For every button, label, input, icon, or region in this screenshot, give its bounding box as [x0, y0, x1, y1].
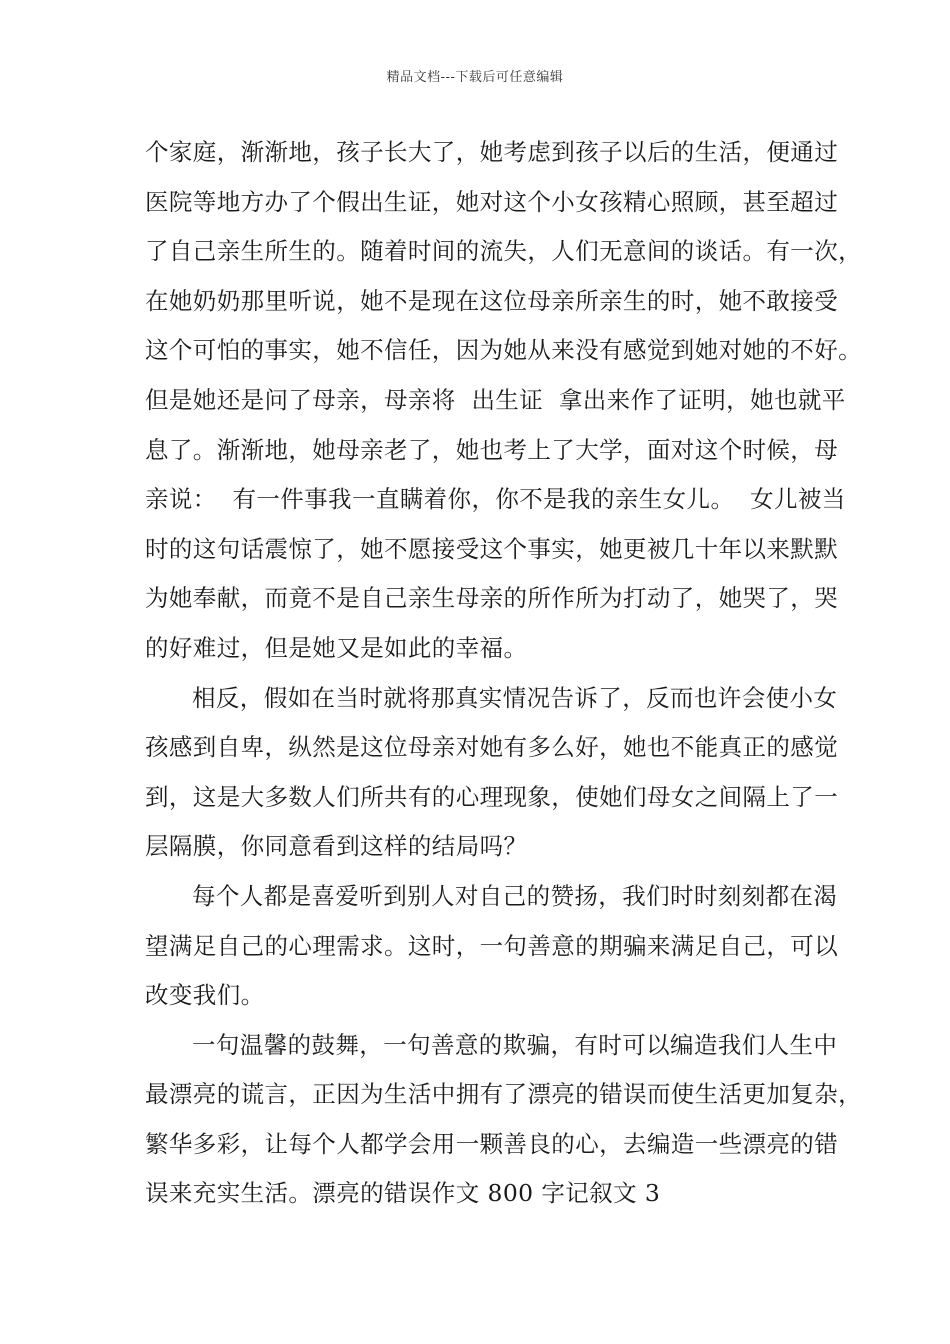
text-line: 医院等地方办了个假出生证，她对这个小女孩精心照顾，甚至超过	[145, 187, 839, 216]
text-line: 但是她还是问了母亲，母亲将 出生证 拿出来作了证明，她也就平	[145, 385, 846, 414]
text-line: 在她奶奶那里听说，她不是现在这位母亲所亲生的时，她不敢接受	[145, 286, 839, 315]
text-line: 最漂亮的谎言，正因为生活中拥有了漂亮的错误而使生活更加复杂，	[145, 1080, 862, 1109]
text-line: 了自己亲生所生的。随着时间的流失，人们无意间的谈话。有一次，	[145, 237, 862, 266]
body-text	[145, 128, 862, 1219]
text-line: 层隔膜，你同意看到这样的结局吗？	[145, 832, 528, 861]
text-line: 繁华多彩，让每个人都学会用一颗善良的心，去编造一些漂亮的错	[145, 1129, 839, 1158]
text-line: 时的这句话震惊了，她不愿接受这个事实，她更被几十年以来默默	[145, 534, 839, 563]
text-line: 的好难过，但是她又是如此的幸福。	[145, 633, 528, 662]
paragraph-start-line: 一句温馨的鼓舞，一句善意的欺骗，有时可以编造我们人生中	[192, 1030, 838, 1059]
text-line: 这个可怕的事实，她不信任，因为她从来没有感觉到她对她的不好。	[145, 336, 862, 365]
text-line: 误来充实生活。漂亮的错误作文 800 字记叙文 3	[145, 1179, 661, 1208]
text-line: 亲说： 有一件事我一直瞒着你，你不是我的亲生女儿。 女儿被当	[145, 485, 846, 514]
text-line: 改变我们。	[145, 981, 265, 1010]
text-line: 息了。渐渐地，她母亲老了，她也考上了大学，面对这个时候，母	[145, 435, 839, 464]
text-line: 望满足自己的心理需求。这时，一句善意的期骗来满足自己，可以	[145, 931, 839, 960]
paragraph-start-line: 每个人都是喜爱听到别人对自己的赞扬，我们时时刻刻都在渴	[192, 881, 838, 910]
text-line: 个家庭，渐渐地，孩子长大了，她考虑到孩子以后的生活，便通过	[145, 138, 839, 166]
text-line: 到，这是大多数人们所共有的心理现象，使她们母女之间隔上了一	[145, 782, 839, 811]
text-line: 为她奉献，而竟不是自己亲生母亲的所作所为打动了，她哭了，哭	[145, 584, 839, 613]
text-line: 孩感到自卑，纵然是这位母亲对她有多么好，她也不能真正的感觉	[145, 733, 839, 762]
page-header: 精品文档---下载后可任意编辑	[386, 70, 564, 85]
paragraph-start-line: 相反，假如在当时就将那真实情况告诉了，反而也许会使小女	[192, 683, 838, 712]
